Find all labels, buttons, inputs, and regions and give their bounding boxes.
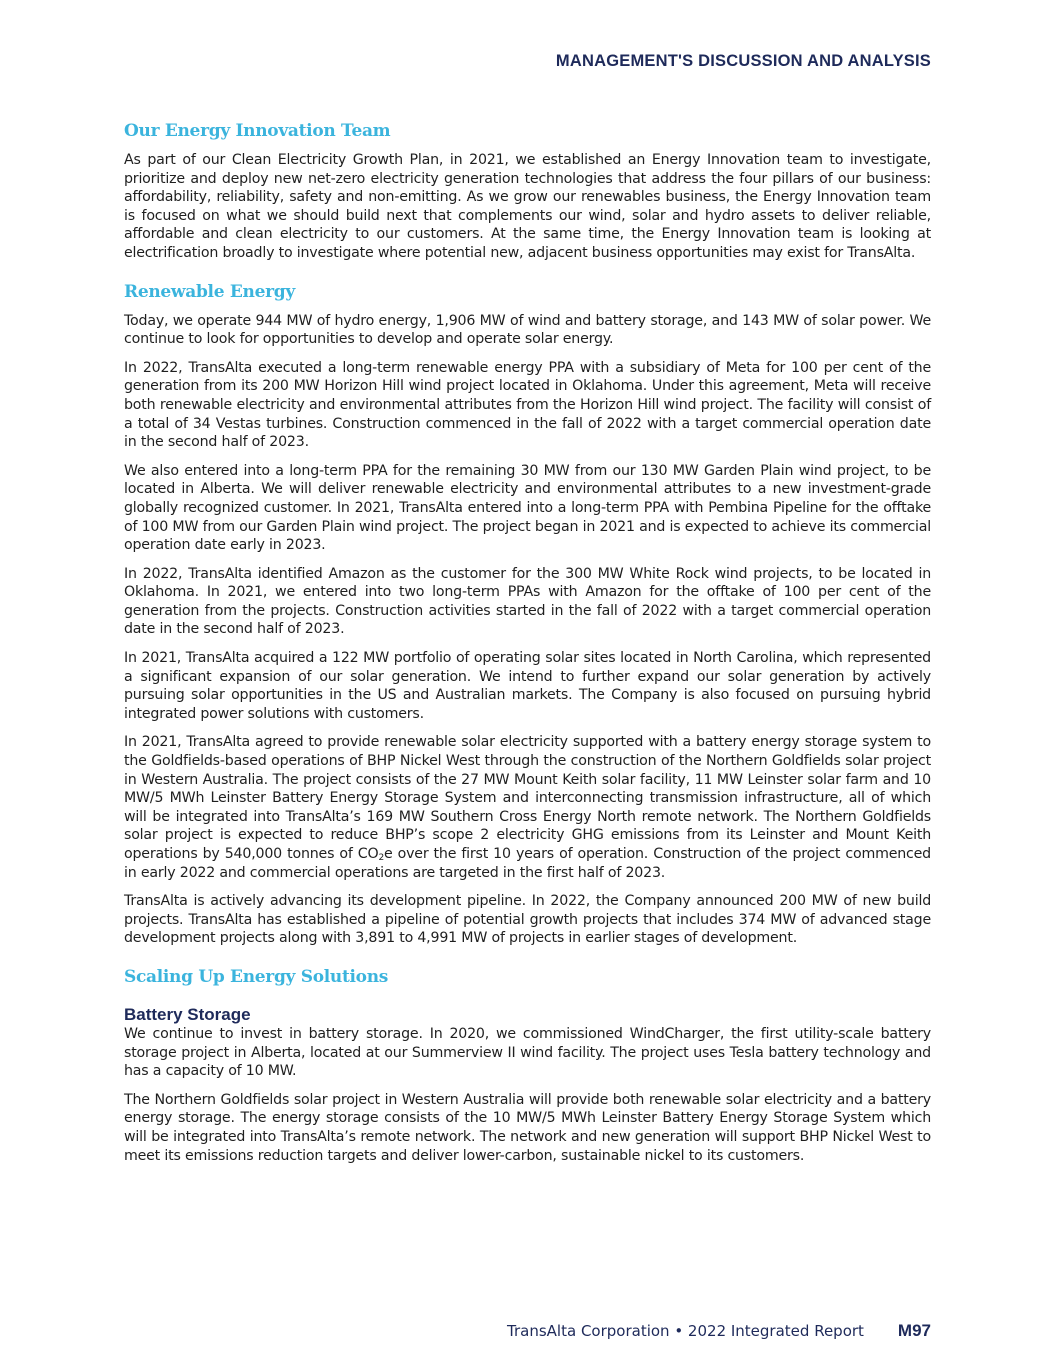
paragraph-northern-goldfields bbox=[124, 733, 931, 882]
paragraph: In 2022, TransAlta executed a long-term renewable energy PPA with a subsidiary of Meta for 100 per cent of the generation from its 200 MW Horizon Hill wind project located in Oklahoma. Under this agreement, Meta will receive both renewable electricity and environmental attributes from the Horizon Hill wind project. The facility will consist of a total of 34 Vestas turbines. Construction commenced in the fall of 2022 with a target commercial operation date in the second half of 2023. bbox=[124, 359, 931, 451]
paragraph: The Northern Goldfields solar project in Western Australia will provide both renewable solar electricity and a battery energy storage. The energy storage consists of the 10 MW/5 MWh Leinster Battery Energy Storage System which will be integrated into TransAlta’s remote network. The network and new generation will support BHP Nickel West to meet its emissions reduction targets and deliver lower-carbon, sustainable nickel to its customers. bbox=[124, 1091, 931, 1164]
section-energy-innovation bbox=[124, 118, 931, 263]
section-heading-renewable-energy: Renewable Energy bbox=[124, 281, 295, 302]
paragraph: In 2021, TransAlta acquired a 122 MW portfolio of operating solar sites located in North Carolina, which represented a significant expansion of our solar generation. We intend to further expand our solar generation by actively pursuing solar opportunities in the US and Australian markets. The Company is also focused on pursuing hybrid integrated power solutions with customers. bbox=[124, 650, 931, 722]
paragraph: We also entered into a long-term PPA for the remaining 30 MW from our 130 MW Garden Plain wind project, to be located in Alberta. We will deliver renewable electricity and environmental attributes to a new investment-grade globally recognized customer. In 2021, TransAlta entered into a long-term PPA with Pembina Pipeline for the offtake of 100 MW from our Garden Plain wind project. The project began in 2021 and is expected to achieve its commercial operation date early in 2023. bbox=[124, 462, 931, 554]
page-footer bbox=[507, 1321, 931, 1341]
main-content bbox=[124, 118, 931, 1175]
paragraph-text-part: e over the first 10 years of operation. Construction of the project commenced in early 2022 and commercial operations are targeted in the first half of 2023. bbox=[124, 846, 931, 881]
section-scaling-up bbox=[124, 964, 931, 1165]
page-number: M97 bbox=[897, 1321, 931, 1340]
section-heading-scaling-up: Scaling Up Energy Solutions bbox=[124, 966, 389, 987]
footer-text: TransAlta Corporation • 2022 Integrated Report bbox=[507, 1322, 864, 1340]
paragraph: In 2022, TransAlta identified Amazon as the customer for the 300 MW White Rock wind projects, to be located in Oklahoma. In 2021, we entered into two long-term PPAs with Amazon for the offtake of 100 per cent of the generation from the projects. Construction activities started in the fall of 2022 with a target commercial operation date in the second half of 2023. bbox=[124, 565, 931, 638]
paragraph: Today, we operate 944 MW of hydro energy, 1,906 MW of wind and battery storage, and 143 MW of solar power. We continue to look for opportunities to develop and operate solar energy. bbox=[124, 312, 931, 348]
section-renewable-energy bbox=[124, 279, 931, 948]
subheading-battery-storage: Battery Storage bbox=[124, 1004, 251, 1024]
page-header-title: MANAGEMENT'S DISCUSSION AND ANALYSIS bbox=[555, 52, 931, 70]
paragraph: As part of our Clean Electricity Growth Plan, in 2021, we established an Energy Innovation team to investigate, prioritize and deploy new net-zero electricity generation technologies that address the four pillars of our business: affordability, reliability, safety and non-emitting. As we grow our renewables business, the Energy Innovation team is focused on what we should build next that complements our wind, solar and hydro assets to deliver reliable, affordable and clean electricity to our customers. At the same time, the Energy Innovation team is looking at electrification broadly to investigate where potential new, adjacent business opportunities may exist for TransAlta. bbox=[124, 152, 931, 261]
paragraph-text-part: In 2021, TransAlta agreed to provide renewable solar electricity supported with a battery energy storage system to the Goldfields-based operations of BHP Nickel West through the construction of the Northern Goldfields solar project in Western Australia. The project consists of the 27 MW Mount Keith solar facility, 11 MW Leinster solar farm and 10 MW/5 MWh Leinster Battery Energy Storage System and interconnecting transmission infrastructure, all of which will be integrated into TransAlta’s 169 MW Southern Cross Energy North remote network. The Northern Goldfields solar project is expected to reduce BHP’s scope 2 electricity GHG emissions from its Leinster and Mount Keith operations by 540,000 tonnes of CO bbox=[124, 734, 931, 862]
section-heading-energy-innovation: Our Energy Innovation Team bbox=[124, 121, 391, 141]
paragraph: We continue to invest in battery storage. In 2020, we commissioned WindCharger, the first utility-scale battery storage project in Alberta, located at our Summerview II wind facility. The project uses Tesla battery technology and has a capacity of 10 MW. bbox=[124, 1025, 931, 1080]
paragraph: TransAlta is actively advancing its development pipeline. In 2022, the Company announced 200 MW of new build projects. TransAlta has established a pipeline of potential growth projects that includes 374 MW of advanced stage development projects along with 3,891 to 4,991 MW of projects in earlier stages of development. bbox=[124, 893, 931, 947]
subscript-2: 2 bbox=[378, 853, 384, 863]
